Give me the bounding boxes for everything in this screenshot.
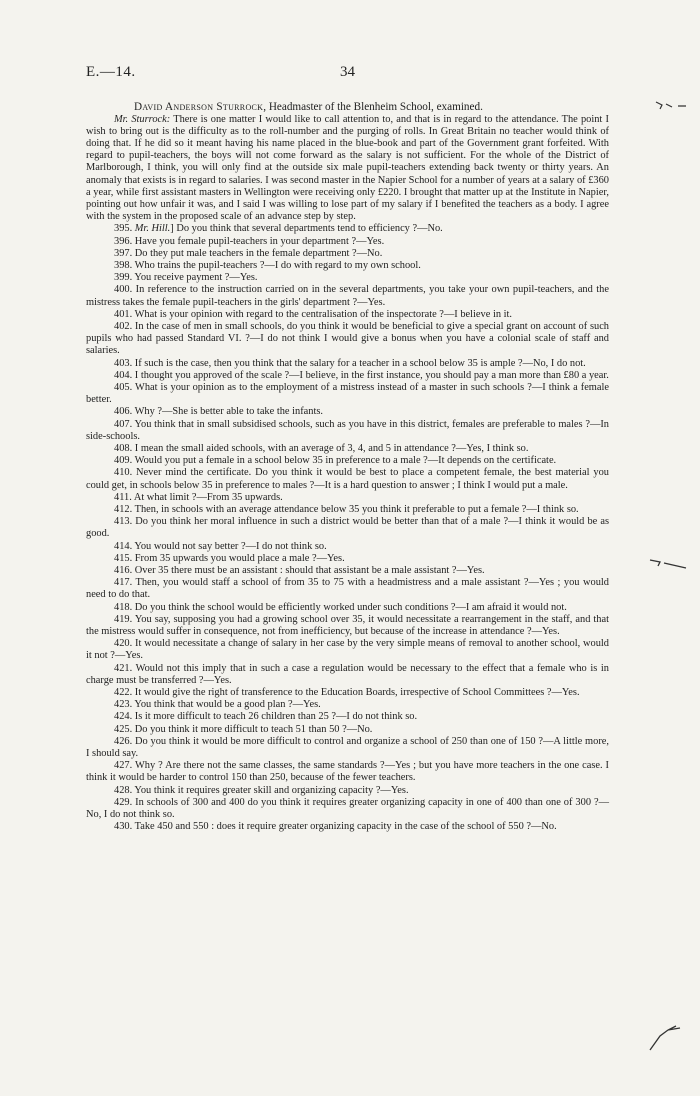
question-entry: 421. Would not this imply that in such a case a regulation would be necessary to the effect that a female who is in charge must be transferred ?—Yes. [86,662,609,686]
question-entry: 407. You think that in small subsidised schools, such as you have in this district, females are preferable to males ?—In side-schools. [86,418,609,442]
margin-arrow-icon [648,556,688,572]
intro-speaker: Mr. Sturrock: [114,113,171,125]
intro-paragraph [86,114,609,224]
margin-mark-icon [654,96,690,116]
question-entry: 413. Do you think her moral influence in such a district would be better than that of a male ?—I think it would be as good. [86,516,609,540]
question-entry: 414. You would not say better ?—I do not think so. [114,540,327,552]
question-entry: 412. Then, in schools with an average attendance below 35 you think it preferable to put a female ?—I think so. [114,504,579,515]
question-entry: 430. Take 450 and 550 : does it require greater organizing capacity in the case of the school of 550 ?—No. [114,821,557,833]
question-entry: 406. Why ?—She is better able to take the infants. [114,406,324,418]
question-list [86,223,609,833]
witness-role: , Headmaster of the Blenheim School, examined. [263,101,483,113]
intro-text: There is one matter I would like to call attention to, and that is in regard to the attendance. The point I wish to bring out is the difficulty as to the roll-number and the purging of rolls. In Great Britain no teacher would think of doing that. If he did so it meant having his name placed in the blue-book and part of the Government grant forfeited. With regard to pupil-teachers, the boys will not come forward as the salary is not sufficient. For the whole of the District of Marlborough, I think, you will only find at the outside six male pupil-teachers extending back twenty or thirty years. An anomaly that exists is in regard to salaries. I was second master in the Napier School for a number of years at a salary of £360 a year, while first assistant masters in Wellington were receiving only £220. I brought that matter up at the Institute in Napier, pointing out how unfair it was, and I said I was willing to lose part of my salary if I benefited the teachers as a body. I agree with the system in the proposed scale of an advance step by step. [86,113,609,223]
question-entry: 428. You think it requires greater skill and organizing capacity ?—Yes. [114,784,409,796]
question-entry: 423. You think that would be a good plan ?—Yes. [114,699,321,711]
question-entry: 418. Do you think the school would be efficiently worked under such conditions ?—I am afraid it would not. [114,601,567,613]
question-entry: 416. Over 35 there must be an assistant : should that assistant be a male assistant ?—Yes. [114,565,485,577]
question-entry: 400. In reference to the instruction carried on in the several departments, you take your own pupil-teachers, and the mistress takes the female pupil-teachers in the girls' department ?—Yes. [86,284,609,308]
question-entry: 429. In schools of 300 and 400 do you think it requires greater organizing capacity in one of 400 than one of 300 ?—No, I do not think so. [86,796,609,821]
transcript-body [86,114,609,834]
question-entry: 401. What is your opinion with regard to the centralisation of the inspectorate ?—I believe in it. [114,308,513,320]
page-header [86,64,606,84]
question-entry: 425. Do you think it more difficult to teach 51 than 50 ?—No. [114,723,373,735]
margin-scribble-icon [646,1018,686,1054]
series-label: E.—14. [86,64,136,80]
question-entry: 396. Have you female pupil-teachers in your department ?—Yes. [114,235,385,247]
question-entry: 410. Never mind the certificate. Do you think it would be best to place a competent female, the best material you could get, in schools below 35 in preference to males ?—It is a hard question to answer ; I think I would put a male. [86,467,609,491]
question-entry: 422. It would give the right of transference to the Education Boards, irrespective of School Committees ?—Yes. [114,687,580,699]
witness-name: David Anderson Sturrock [134,101,264,113]
question-entry: 409. Would you put a female in a school below 35 in preference to a male ?—It depends on the certificate. [114,455,557,467]
question-entry: 420. It would necessitate a change of salary in her case by the very simple means of removal to another school, would it not ?—Yes. [86,638,609,662]
question-entry: 403. If such is the case, then you think that the salary for a teacher in a school below 35 is ample ?—No, I do not. [114,357,586,369]
question-entry: 408. I mean the small aided schools, with an average of 3, 4, and 5 in attendance ?—Yes, I think so. [114,442,529,454]
question-entry: 402. In the case of men in small schools, do you think it would be beneficial to give a special grant on account of such pupils who had passed Standard VI. ?—I do not think I would give a bonus when you have a colonial scale of staff and salaries. [86,320,609,357]
question-entry: 417. Then, you would staff a school of from 35 to 75 with a headmistress and a male assistant ?—Yes ; you would need to do that. [86,577,609,601]
section-title [134,101,584,113]
question-entry: 398. Who trains the pupil-teachers ?—I do with regard to my own school. [114,259,421,271]
question-entry: 426. Do you think it would be more difficult to control and organize a school of 250 than one of 150 ?—A little more, I should say. [86,735,609,760]
question-entry: 415. From 35 upwards you would place a male ?—Yes. [114,552,345,564]
question-entry: 395. Mr. Hill.] Do you think that several departments tend to efficiency ?—No. [114,223,443,235]
question-entry: 404. I thought you approved of the scale ?—I believe, in the first instance, you should pay a man more than £80 a year. [114,369,609,381]
question-entry: 397. Do they put male teachers in the female department ?—No. [114,247,383,259]
question-entry: 405. What is your opinion as to the employment of a mistress instead of a master in such schools ?—I think a female better. [86,381,609,406]
question-entry: 427. Why ? Are there not the same classes, the same standards ?—Yes ; but you have more teachers in the one case. I think it would be harder to control 150 than 250, because of the fewer teachers. [86,760,609,784]
question-entry: 411. At what limit ?—From 35 upwards. [114,491,283,503]
question-entry: 424. Is it more difficult to teach 26 children than 25 ?—I do not think so. [114,711,418,723]
question-entry: 399. You receive payment ?—Yes. [114,272,258,284]
question-entry: 419. You say, supposing you had a growing school over 35, it would necessitate a rearrangement in the staff, and that the mistress would suffer in consequence, not from inefficiency, but because of the increase in attendance ?—Yes. [86,613,609,638]
page-number: 34 [340,64,355,80]
